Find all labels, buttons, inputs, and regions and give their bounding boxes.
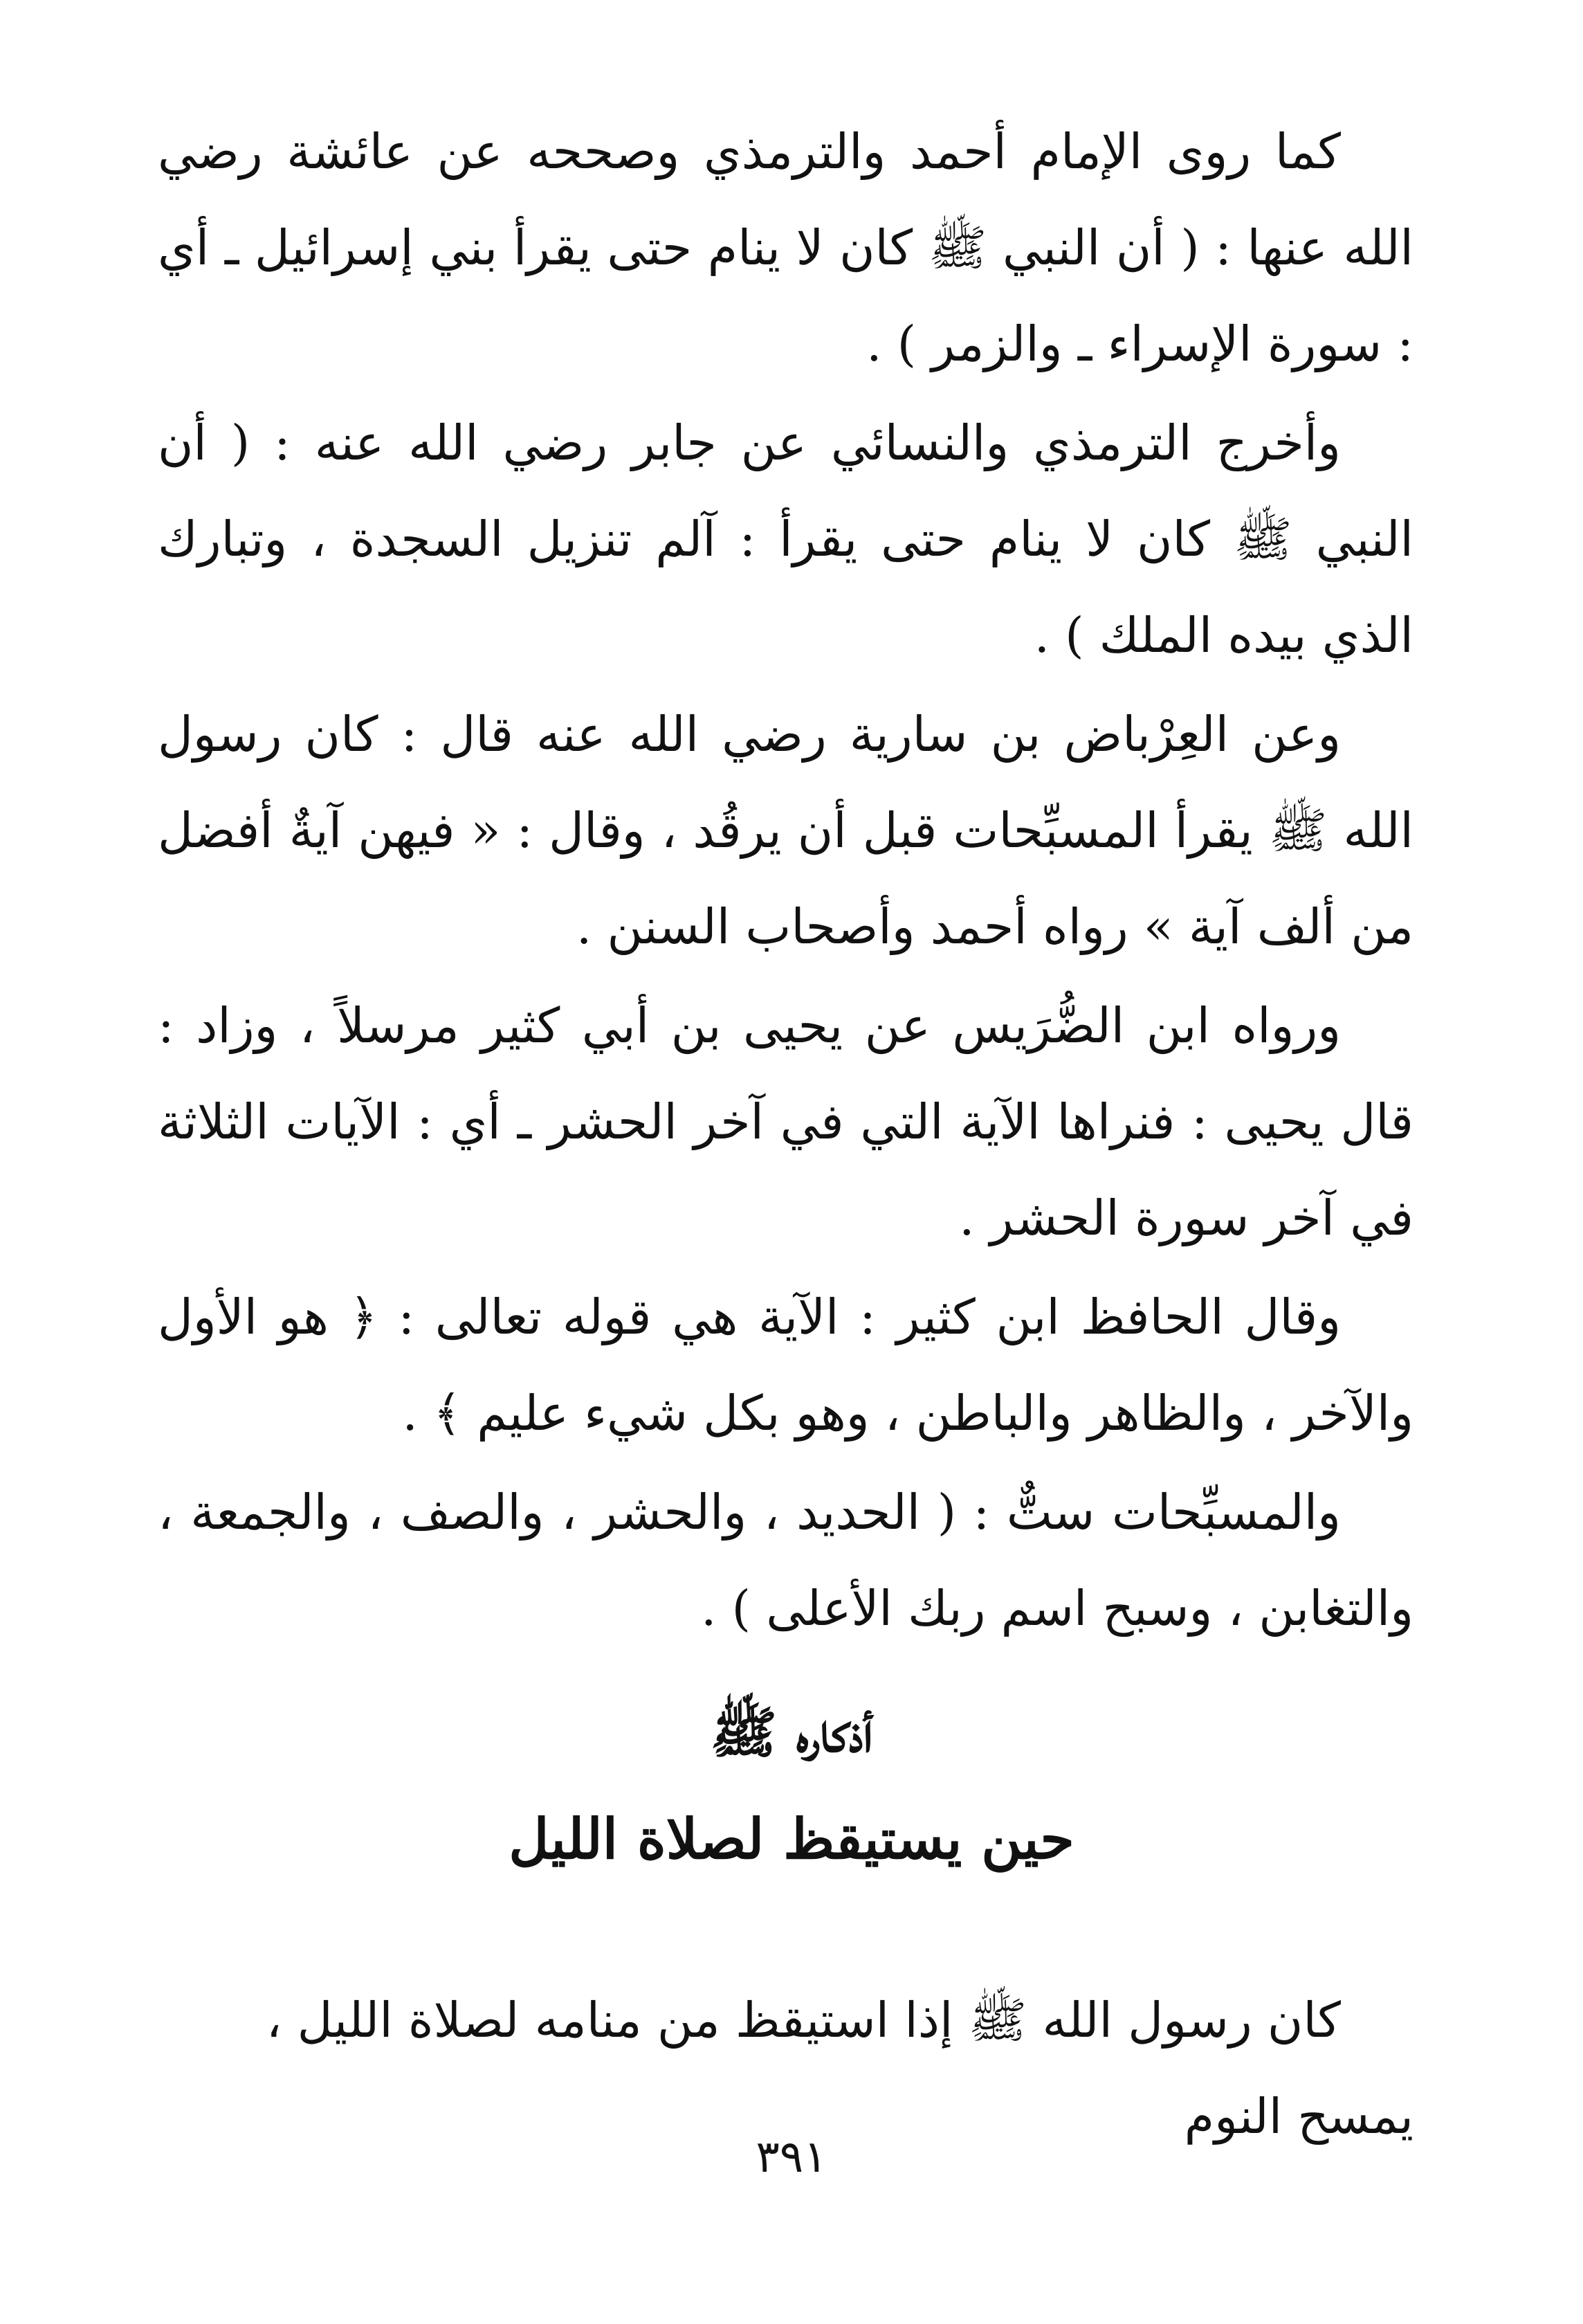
paragraph-4: ورواه ابن الضُّرَيس عن يحيى بن أبي كثير مرسلاً ، وزاد : قال يحيى : فنراها الآية التي في آخر الحشر ـ أي : الآيات الثلاثة في آخر سورة الحشر . xyxy=(158,997,1413,1246)
page-number: ٣٩١ xyxy=(756,2132,827,2183)
paragraph-3: وعن العِرْباض بن سارية رضي الله عنه قال : كان رسول الله ﷺ يقرأ المسبِّحات قبل أن يرقُد ، وقال : « فيهن آيةٌ أفضل من ألف آية » رواه أحمد وأصحاب السنن . xyxy=(158,706,1413,955)
paragraph-1: كما روى الإمام أحمد والترمذي وصححه عن عائشة رضي الله عنها : ( أن النبي ﷺ كان لا ينام حتى يقرأ بني إسرائيل ـ أي : سورة الإسراء ـ والزمر ) . xyxy=(158,123,1413,372)
section-heading-line-1: أذكاره ﷺ xyxy=(710,1700,873,1765)
paragraph-2: وأخرج الترمذي والنسائي عن جابر رضي الله عنه : ( أن النبي ﷺ كان لا ينام حتى يقرأ : آلم تنزيل السجدة ، وتبارك الذي بيده الملك ) . xyxy=(158,415,1413,664)
paragraph-6: والمسبِّحات ستٌّ : ( الحديد ، والحشر ، والصف ، والجمعة ، والتغابن ، وسبح اسم ربك الأعلى ) . xyxy=(158,1484,1413,1637)
paragraph-5: وقال الحافظ ابن كثير : الآية هي قوله تعالى : ﴿ هو الأول والآخر ، والظاهر والباطن ، وهو بكل شيء عليم ﴾ . xyxy=(158,1289,1413,1442)
section-heading-line-2: حين يستيقظ لصلاة الليل xyxy=(509,1806,1074,1871)
paragraph-7: كان رسول الله ﷺ إذا استيقظ من منامه لصلاة الليل ، يمسح النوم xyxy=(266,1992,1413,2145)
body-text xyxy=(158,104,1413,1657)
